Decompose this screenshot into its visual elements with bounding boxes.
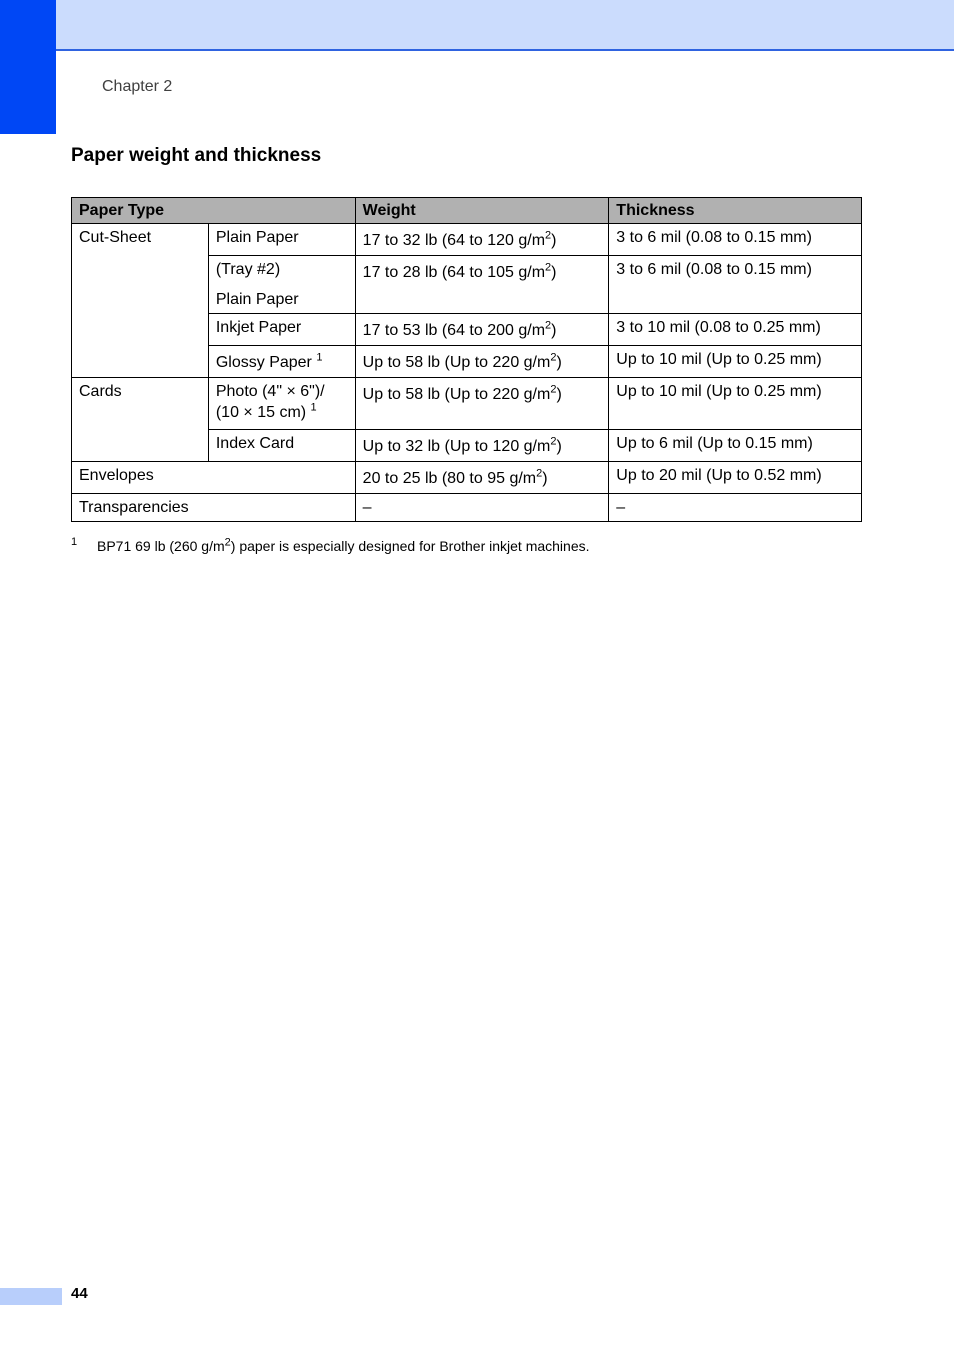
weight-cell: – (355, 494, 609, 522)
category-envelopes: Envelopes (72, 462, 356, 494)
footnote-text: BP71 69 lb (260 $g/m^2$) paper is especially designed for Brother inkjet machines. (97, 536, 590, 554)
table-row (72, 462, 862, 494)
type-glossy-paper: Glossy Paper $^1$ (208, 346, 355, 378)
category-cut-sheet: Cut-Sheet (72, 224, 209, 378)
weight-cell: Up to 32 lb (Up to 120 $g/m^2$) (355, 430, 609, 462)
type-photo: Photo (4" × 6")/ (10 × 15 cm) $^1$ (208, 378, 355, 430)
header-thickness: Thickness (609, 198, 862, 224)
weight-cell: Up to 58 lb (Up to 220 $g/m^2$) (355, 346, 609, 378)
footnote-mark: 1 (71, 536, 78, 548)
header-band (0, 0, 954, 51)
table-row (72, 494, 862, 522)
type-inkjet-paper: Inkjet Paper (208, 314, 355, 346)
weight-cell: Up to 58 lb (Up to 220 $g/m^2$) (355, 378, 609, 430)
chapter-label: Chapter 2 (102, 78, 173, 95)
table-header-row (72, 198, 862, 224)
thickness-cell: Up to 10 mil (Up to 0.25 mm) (609, 346, 862, 378)
header-weight: Weight (355, 198, 609, 224)
thickness-cell: 3 to 6 mil (0.08 to 0.15 mm) (609, 256, 862, 314)
type-tray2-plain-paper: (Tray #2) Plain Paper (208, 256, 355, 314)
table-row (72, 378, 862, 430)
section-title: Paper weight and thickness (71, 145, 322, 166)
weight-cell: 17 to 32 lb (64 to 120 $g/m^2$) (355, 224, 609, 256)
category-transparencies: Transparencies (72, 494, 356, 522)
weight-cell: 20 to 25 lb (80 to 95 $g/m^2$) (355, 462, 609, 494)
page-number-band (0, 1288, 62, 1305)
weight-cell: 17 to 28 lb (64 to 105 $g/m^2$) (355, 256, 609, 314)
page-number: 44 (71, 1285, 88, 1302)
thickness-cell: 3 to 6 mil (0.08 to 0.15 mm) (609, 224, 862, 256)
thickness-cell: Up to 10 mil (Up to 0.25 mm) (609, 378, 862, 430)
thickness-cell: 3 to 10 mil (0.08 to 0.25 mm) (609, 314, 862, 346)
type-plain-paper: Plain Paper (208, 224, 355, 256)
type-index-card: Index Card (208, 430, 355, 462)
thickness-cell: Up to 6 mil (Up to 0.15 mm) (609, 430, 862, 462)
table-row (72, 224, 862, 256)
header-paper-type: Paper Type (72, 198, 356, 224)
weight-cell: 17 to 53 lb (64 to 200 $g/m^2$) (355, 314, 609, 346)
thickness-cell: – (609, 494, 862, 522)
paper-spec-table (71, 197, 862, 522)
chapter-tab (0, 0, 56, 134)
thickness-cell: Up to 20 mil (Up to 0.52 mm) (609, 462, 862, 494)
category-cards: Cards (72, 378, 209, 462)
